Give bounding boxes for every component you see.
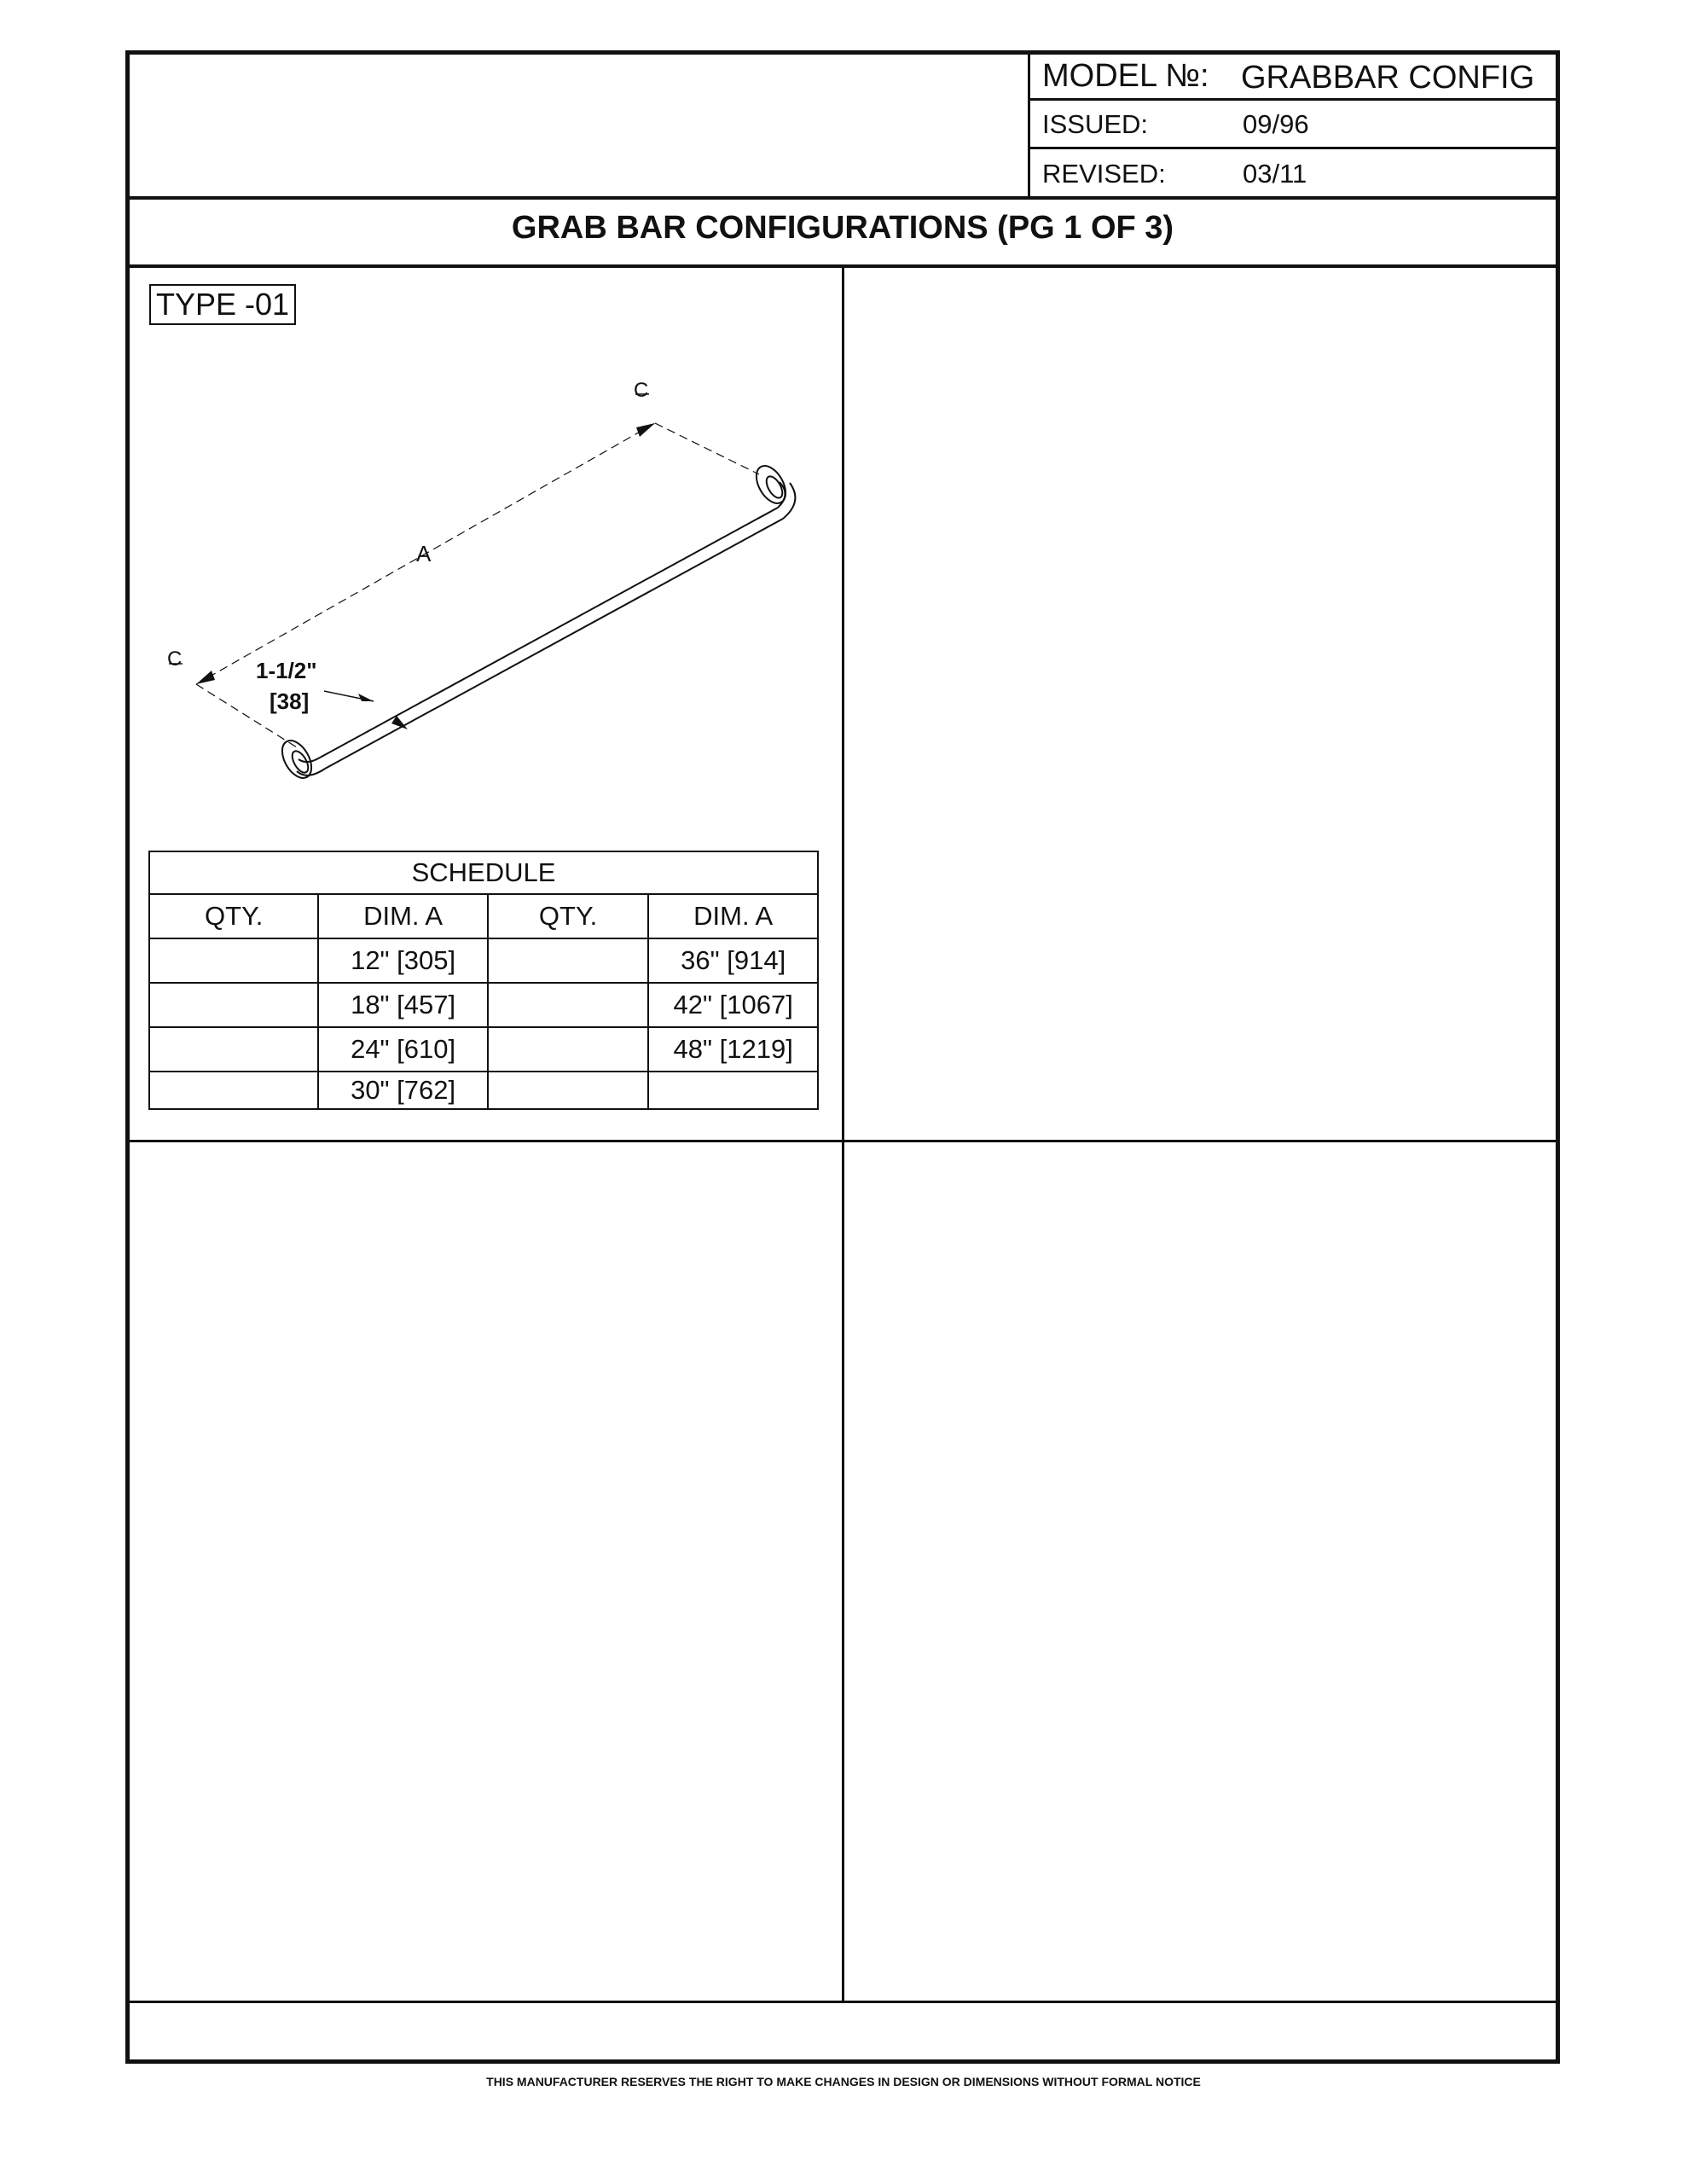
table-row (149, 1072, 818, 1109)
dimension-a-arrow-left (196, 671, 215, 684)
dim-a-cell: 36" [914] (648, 938, 818, 983)
dim-a-cell: 24" [610] (318, 1027, 487, 1072)
schedule-header-dim-a-2: DIM. A (648, 894, 818, 938)
dim-a-cell: 12" [305] (318, 938, 487, 983)
footer-notice: THIS MANUFACTURER RESERVES THE RIGHT TO MAKE CHANGES IN DESIGN OR DIMENSIONS WITHOUT FORMAL NOTICE (486, 2075, 1201, 2088)
table-row (149, 983, 818, 1027)
schedule-header-qty-2: QTY. (488, 894, 649, 938)
grab-bar-tube-edge (325, 519, 783, 769)
right-centerline-extension (655, 423, 759, 474)
centerline-symbol-right: C (634, 379, 649, 402)
schedule-title: SCHEDULE (149, 851, 818, 894)
qty-cell[interactable] (149, 983, 318, 1027)
table-row (149, 1027, 818, 1072)
dim-a-cell: 48" [1219] (648, 1027, 818, 1072)
dim-a-cell (648, 1072, 818, 1109)
offset-dimension-metric-label: [38] (270, 688, 310, 714)
offset-leader-line (324, 691, 374, 701)
model-value: GRABBAR CONFIG (1241, 60, 1535, 96)
schedule-header-qty-1: QTY. (149, 894, 318, 938)
qty-cell[interactable] (488, 983, 649, 1027)
grab-bar-tube (320, 508, 778, 758)
model-label: MODEL №: (1042, 58, 1209, 94)
right-flange-inner (763, 473, 786, 500)
dim-a-cell: 42" [1067] (648, 983, 818, 1027)
qty-cell[interactable] (149, 1027, 318, 1072)
dim-a-cell: 18" [457] (318, 983, 487, 1027)
revised-value: 03/11 (1243, 159, 1307, 189)
qty-cell[interactable] (149, 1072, 318, 1109)
dimension-a-arrow-right (636, 423, 655, 437)
qty-cell[interactable] (488, 1027, 649, 1072)
right-flange (751, 461, 791, 508)
offset-dimension-label: 1-1/2" (256, 658, 317, 683)
dim-a-cell: 30" [762] (318, 1072, 487, 1109)
table-row (149, 938, 818, 983)
dimension-a-label: A (416, 541, 432, 566)
sheet-title: GRAB BAR CONFIGURATIONS (PG 1 OF 3) (511, 210, 1174, 246)
qty-cell[interactable] (149, 938, 318, 983)
issued-value: 09/96 (1243, 109, 1309, 139)
schedule-header-dim-a-1: DIM. A (318, 894, 487, 938)
centerline-symbol-left: C (167, 648, 183, 671)
left-flange (276, 735, 317, 783)
issued-label: ISSUED: (1042, 109, 1149, 139)
schedule-table (148, 851, 819, 1110)
type-label: TYPE -01 (149, 284, 296, 325)
qty-cell[interactable] (488, 938, 649, 983)
qty-cell[interactable] (488, 1072, 649, 1109)
revised-label: REVISED: (1042, 159, 1166, 189)
